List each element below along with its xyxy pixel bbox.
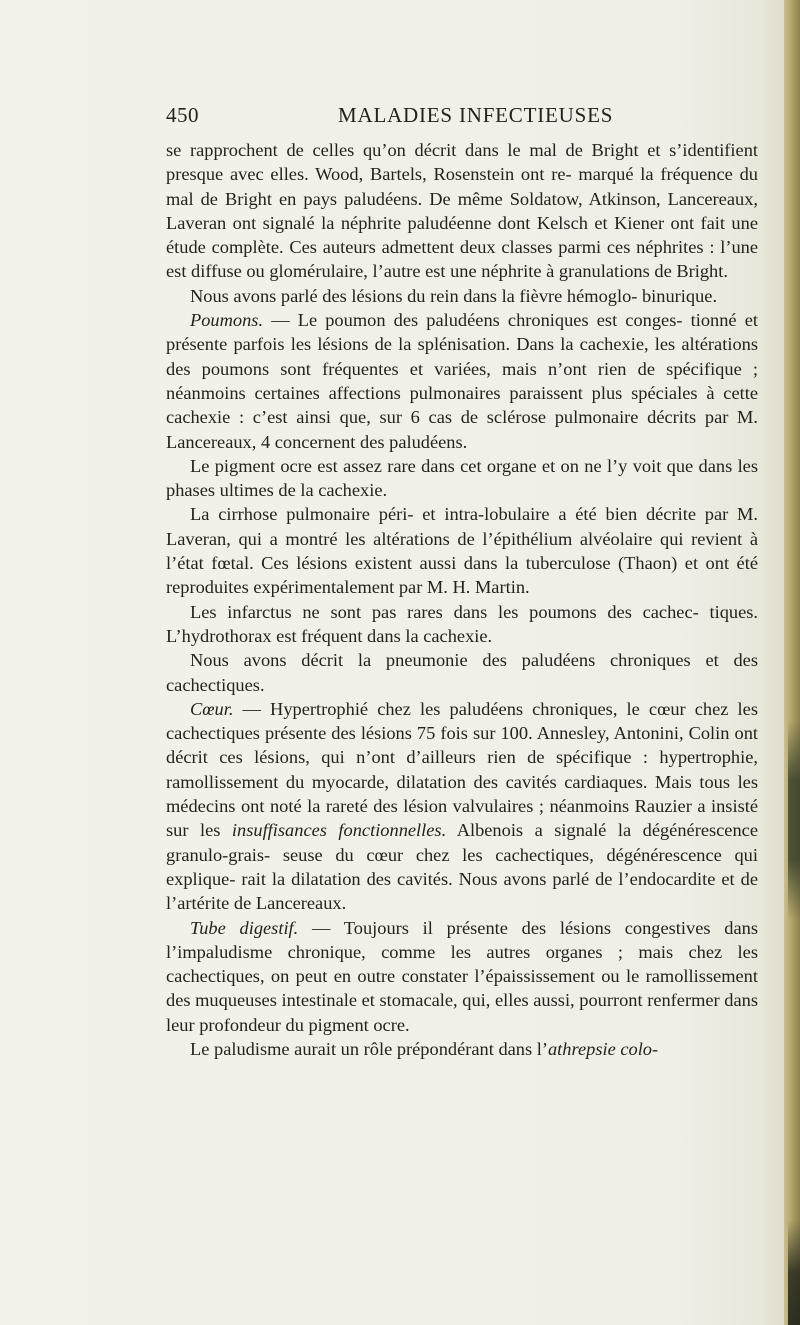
paragraph-text: — Hypertrophié chez les paludéens chroniques, le cœur chez les cachectiques présente des lésions 75 fois sur 100. Annesley, Antonini, Colin ont décrit ces lésions, qui n’ont d’ailleurs rien de spécifique : hypertrophie, ramollissement du myocarde, dilatation des cavités cardiaques. Mais tous les médecins ont noté la rareté des lésion valvulaires ; néanmoins Rauzier a insisté sur les [166,698,758,841]
paragraph-text: Le paludisme aurait un rôle prépondérant dans l’ [190,1038,548,1059]
paragraph [166,454,758,503]
paragraph [166,138,758,284]
paragraph-text: — Le poumon des paludéens chroniques est conges- tionné et présente parfois les lésions de la splénisation. Dans la cachexie, les altérations des poumons sont fréquentes et variées, mais n’ont rien de spécifique ; néanmoins certaines affections pulmonaires paraissent plus spéciales à cette cachexie : c’est ainsi que, sur 6 cas de sclérose pulmonaire décrits par M. Lancereaux, 4 concernent des paludéens. [166,310,758,452]
section-lead: Cœur. [190,698,234,719]
paragraph-text: Nous avons parlé des lésions du rein dans la fièvre hémoglo- binurique. [190,285,718,306]
body-text [166,138,758,1061]
section-lead: Tube digestif. [190,917,299,938]
paragraph-tube-digestif [166,916,758,1037]
page-edge-shadow [788,720,800,920]
paragraph-text: — Toujours il présente des lésions congestives dans l’impaludisme chronique, comme les autres organes ; mais chez les cachectiques, on peut en outre constater l’épaississement ou le ramollissement des muqueuses intestinale et stomacale, qui, elles aussi, pourront renfermer dans leur profondeur du pigment ocre. [166,917,758,1035]
page-edge [784,0,800,1325]
page-header [166,103,756,133]
paragraph-poumons [166,308,758,454]
paragraph-text: Le pigment ocre est assez rare dans cet organe et on ne l’y voit que dans les phases ultimes de la cachexie. [166,455,758,501]
paragraph-text-after: Albenois a signalé la dégénérescence granulo-grais- seuse du cœur chez les cachectiques, dégénérescence qui explique- rait la dilatation des cavités. Nous avons parlé de l’endocardite et de l’artérite de Lancereaux. [166,820,758,914]
paragraph [166,284,758,308]
page-edge-shadow-bottom [788,1220,800,1325]
paragraph [166,648,758,697]
italic-term: athrepsie colo- [547,1038,659,1059]
paragraph [166,600,758,649]
paragraph [166,1037,758,1061]
section-lead: Poumons. [190,310,264,331]
paragraph-text: La cirrhose pulmonaire péri- et intra-lobulaire a été bien décrite par M. Laveran, qui a montré les altérations de l’épithélium alvéolaire qui revient à l’état fœtal. Ces lésions existent aussi dans la tuberculose (Thaon) et ont été reproduites expérimentalement par M. H. Martin. [166,504,758,598]
paragraph-coeur [166,697,758,916]
paragraph-text: Les infarctus ne sont pas rares dans les poumons des cachec- tiques. L’hydrothorax est fréquent dans la cachexie. [166,601,758,646]
paragraph-text: Nous avons décrit la pneumonie des paludéens chroniques et des cachectiques. [166,650,758,695]
italic-term: insuffisances fonctionnelles. [231,820,447,841]
running-head: MALADIES INFECTIEUSES [338,103,614,127]
paragraph [166,502,758,599]
paragraph-text: se rapprochent de celles qu’on décrit dans le mal de Bright et s’identifient presque avec elles. Wood, Bartels, Rosenstein ont re- marqué la fréquence du mal de Bright en pays paludéens. De même Soldatow, Atkinson, Lancereaux, Laveran ont signalé la néphrite paludéenne dont Kelsch et Kiener ont fait une étude complète. Ces auteurs admettent deux classes parmi ces néphrites : l’une est diffuse ou glomérulaire, l’autre est une néphrite à granulations de Bright. [166,140,758,282]
page-number: 450 [166,103,199,127]
